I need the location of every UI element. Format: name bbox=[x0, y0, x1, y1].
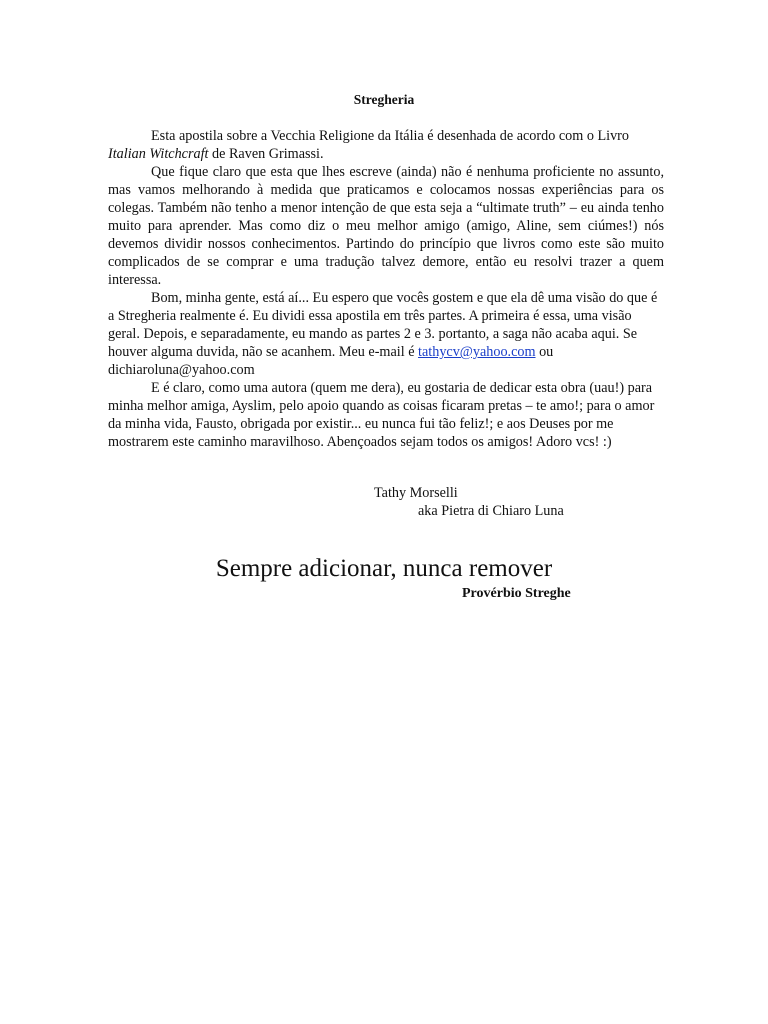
signature-name: Tathy Morselli bbox=[374, 485, 458, 501]
paragraph-intro-author: de Raven Grimassi. bbox=[208, 146, 324, 162]
book-title: Italian Witchcraft bbox=[108, 146, 209, 162]
proverb-attribution: Provérbio Streghe bbox=[462, 586, 571, 601]
paragraph-dedication: E é claro, como uma autora (quem me dera), eu gostaria de dedicar esta obra (uau!) para minha melhor amiga, Ayslim, pelo apoio quando as coisas ficaram pretas – te amo!; para o amor da minha vida, Fausto, obrigada por existir... eu nunca fui tão feliz!; e aos Deuses por me mostrarem este caminho maravilhoso. Abençoados sejam todos os amigos! Adoro vcs! :) bbox=[108, 380, 655, 450]
alternate-email: ou dichiaroluna@yahoo.com bbox=[108, 344, 554, 378]
proverb-text: Sempre adicionar, nunca remover bbox=[215, 555, 553, 582]
document-body bbox=[108, 127, 664, 451]
email-link[interactable]: tathycv@yahoo.com bbox=[418, 344, 536, 360]
document-title: Stregheria bbox=[353, 92, 415, 107]
paragraph-overview bbox=[108, 289, 664, 379]
paragraph-intro bbox=[108, 127, 664, 163]
paragraph-disclaimer: Que fique claro que esta que lhes escreve (ainda) não é nenhuma proficiente no assunto, mas vamos melhorando à medida que praticamos e colocamos nossas experiências para os colegas. Também não tenho a menor intenção de que esta seja a “ultimate truth” – eu ainda tenho muito para aprender. Mas como diz o meu melhor amigo (amigo, Aline, sem ciúmes!) nós devemos dividir nossos conhecimentos. Partindo do princípio que livros como este são muito complicados de se comprar e uma tradução talvez demore, então eu resolvi trazer a quem interessa. bbox=[108, 164, 664, 288]
signature-aka: aka Pietra di Chiaro Luna bbox=[418, 503, 564, 519]
paragraph-intro-text: Esta apostila sobre a Vecchia Religione da Itália é desenhada de acordo com o Livro bbox=[151, 128, 629, 144]
paragraph-overview-text: Bom, minha gente, está aí... Eu espero que vocês gostem e que ela dê uma visão do que é a Stregheria realmente é. Eu dividi essa apostila em três partes. A primeira é essa, uma visão geral. Depois, e separadamente, eu mando as partes 2 e 3. portanto, a saga não acaba aqui. Se houver alguma duvida, não se acanhem. Meu e-mail é bbox=[108, 290, 658, 360]
